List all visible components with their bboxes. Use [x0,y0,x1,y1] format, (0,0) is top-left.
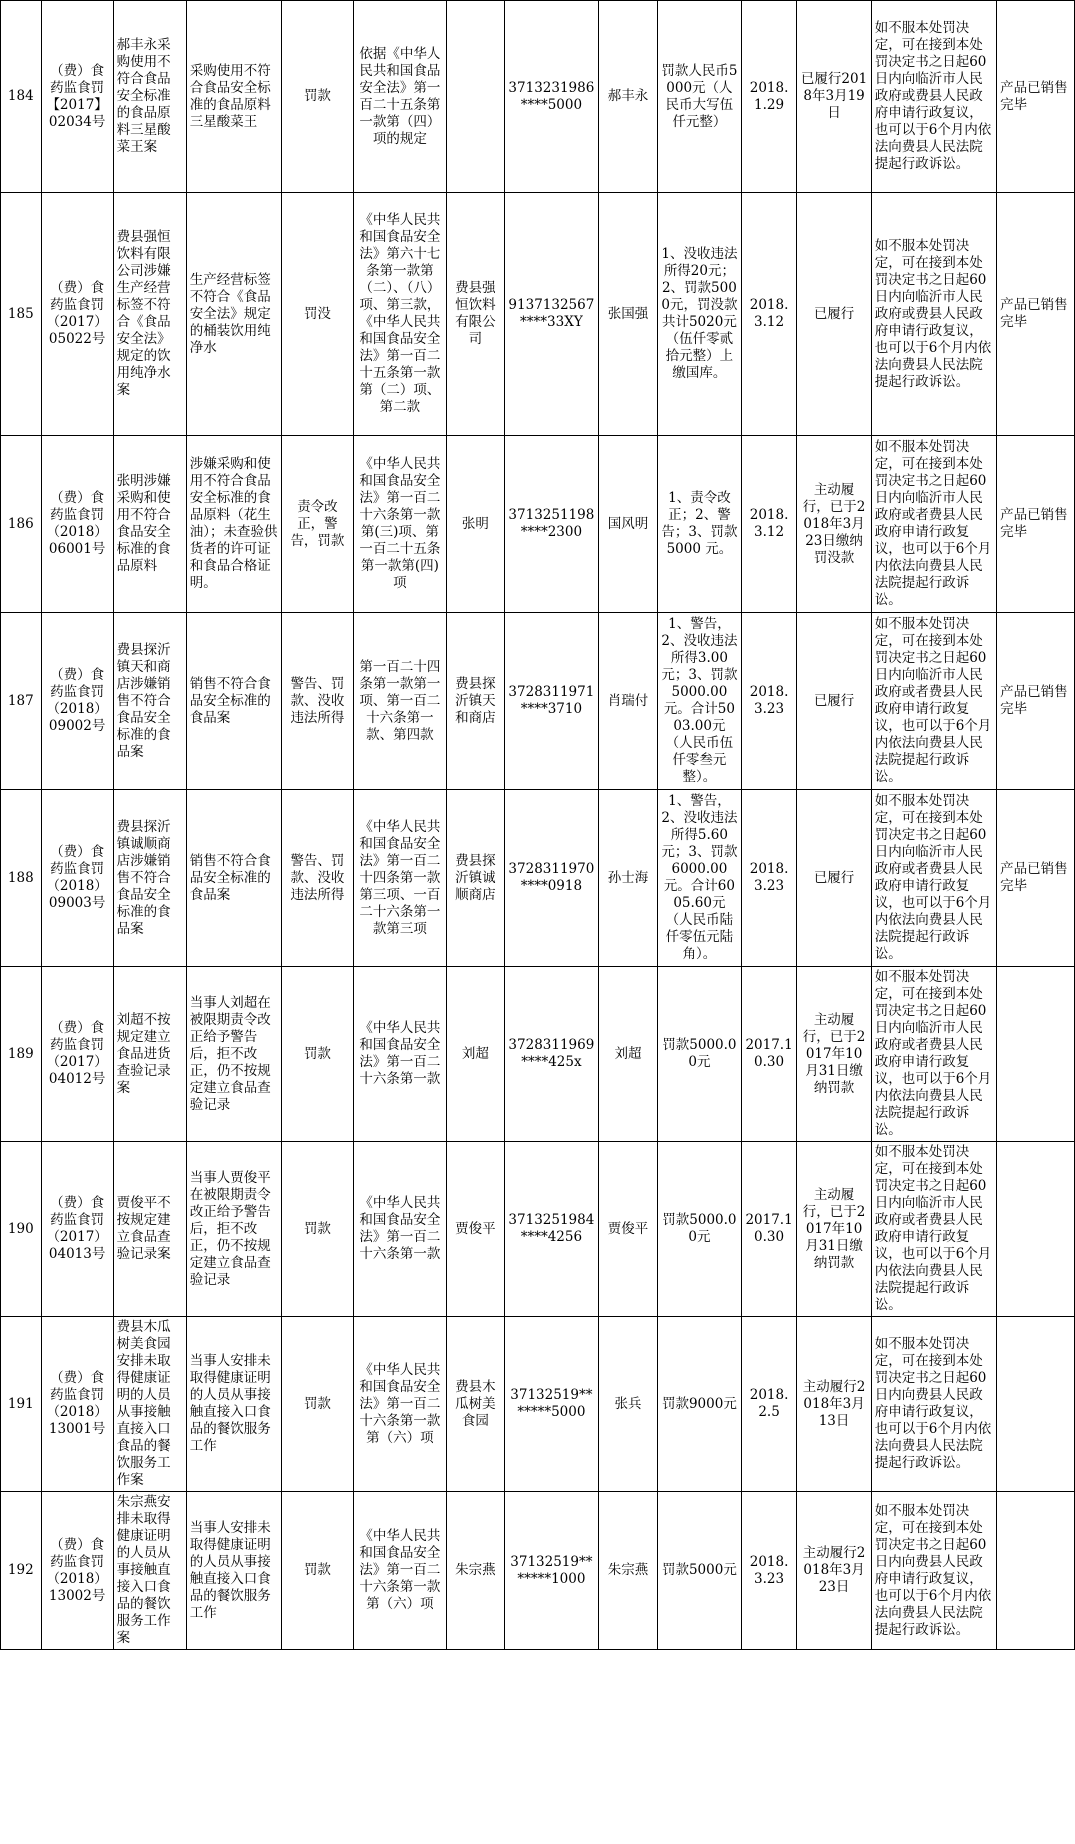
remedy-notice: 如不服本处罚决定，可在接到本处罚决定书之日起60日内向临沂市人民政府或费县人民政府申请行政复议，也可以于6个月内依法向费县人民法院提起行政诉讼。 [871,193,996,436]
legal-basis: 《中华人民共和国食品安全法》第一百二十六条第一款第(三)项、第一百二十五条第一款第(四)项 [353,436,446,613]
legal-basis: 《中华人民共和国食品安全法》第一百二十四条第一款第三项、一百二十六条第一款第三项 [353,790,446,967]
penalty-type: 罚款 [281,1317,353,1492]
decision-date: 2018.3.12 [741,436,797,613]
id-code: 3713251984****4256 [504,1142,598,1317]
penalty-result: 1、警告，2、没收违法所得3.00元；3、罚款5000.00元。合计5003.00元（人民币伍仟零叁元整）。 [658,613,742,790]
document-number: （费）食药监食罚（2017）04013号 [41,1142,113,1317]
id-code: 37132519*******5000 [504,1317,598,1492]
document-number: （费）食药监食罚【2017】02034号 [41,1,113,193]
table-row [1,1,1075,193]
table-body [1,1,1075,1650]
penalty-type: 罚款 [281,967,353,1142]
party-name: 张明 [446,436,504,613]
case-name: 刘超不按规定建立食品进货查验记录案 [113,967,186,1142]
remedy-notice: 如不服本处罚决定，可在接到本处罚决定书之日起60日内向临沂市人民政府或者费县人民政府申请行政复议，也可以于6个月内依法向费县人民法院提起行政诉讼。 [871,967,996,1142]
penalty-result: 罚款5000元 [658,1492,742,1650]
remedy-notice: 如不服本处罚决定，可在接到本处罚决定书之日起60日内向临沂市人民政府或者费县人民政府申请行政复议，也可以于6个月内依法向费县人民法院提起行政诉讼。 [871,613,996,790]
decision-date: 2018.1.29 [741,1,797,193]
violation-facts: 当事人贾俊平在被限期责令改正给予警告后，拒不改正，仍不按规定建立食品查验记录 [186,1142,281,1317]
legal-basis: 《中华人民共和国食品安全法》第一百二十六条第一款第（六）项 [353,1317,446,1492]
table-row [1,1317,1075,1492]
case-name: 费县强恒饮料有限公司涉嫌生产经营标签不符合《食品安全法》规定的饮用纯净水案 [113,193,186,436]
penalty-type: 罚没 [281,193,353,436]
table-row [1,967,1075,1142]
row-number: 185 [1,193,42,436]
legal-representative: 郝丰永 [598,1,657,193]
document-number: （费）食药监食罚（2018）13001号 [41,1317,113,1492]
decision-date: 2018.3.23 [741,1492,797,1650]
execution-status: 主动履行2018年3月23日 [797,1492,871,1650]
table-row [1,436,1075,613]
legal-basis: 依据《中华人民共和国食品安全法》第一百二十五条第一款第（四）项的规定 [353,1,446,193]
penalty-result: 罚款5000.00元 [658,967,742,1142]
table-row [1,193,1075,436]
row-number: 186 [1,436,42,613]
id-code: 3728311970****0918 [504,790,598,967]
remark: 产品已销售完毕 [997,613,1075,790]
execution-status: 主动履行，已于2017年10月31日缴纳罚款 [797,1142,871,1317]
id-code: 3728311971****3710 [504,613,598,790]
remedy-notice: 如不服本处罚决定，可在接到本处罚决定书之日起60日内向费县人民政府申请行政复议，也可以于6个月内依法向费县人民法院提起行政诉讼。 [871,1492,996,1650]
violation-facts: 生产经营标签不符合《食品安全法》规定的桶装饮用纯净水 [186,193,281,436]
case-name: 郝丰永采购使用不符合食品安全标准的食品原料三星酸菜王案 [113,1,186,193]
remedy-notice: 如不服本处罚决定，可在接到本处罚决定书之日起60日内向临沂市人民政府或者费县人民政府申请行政复议，也可以于6个月内依法向费县人民法院提起行政诉讼。 [871,1142,996,1317]
remark [997,1492,1075,1650]
penalty-result: 罚款人民币5000元（人民币大写伍仟元整） [658,1,742,193]
row-number: 187 [1,613,42,790]
remark: 产品已销售完毕 [997,1,1075,193]
legal-basis: 《中华人民共和国食品安全法》第一百二十六条第一款第（六）项 [353,1492,446,1650]
party-name: 刘超 [446,967,504,1142]
execution-status: 已履行2018年3月19日 [797,1,871,193]
violation-facts: 当事人安排未取得健康证明的人员从事接触直接入口食品的餐饮服务工作 [186,1492,281,1650]
execution-status: 已履行 [797,193,871,436]
penalty-type: 罚款 [281,1,353,193]
decision-date: 2017.10.30 [741,967,797,1142]
execution-status: 已履行 [797,613,871,790]
decision-date: 2018.2.5 [741,1317,797,1492]
penalty-result: 罚款5000.00元 [658,1142,742,1317]
legal-representative: 孙士海 [598,790,657,967]
legal-basis: 《中华人民共和国食品安全法》第六十七条第一款第（二）、（八）项、第三款，《中华人民共和国食品安全法》第一百二十五条第一款第（二）项、第二款 [353,193,446,436]
case-name: 贾俊平不按规定建立食品查验记录案 [113,1142,186,1317]
penalty-type: 警告、罚款、没收违法所得 [281,790,353,967]
party-name: 费县木瓜树美食园 [446,1317,504,1492]
violation-facts: 销售不符合食品安全标准的食品案 [186,613,281,790]
party-name: 费县探沂镇天和商店 [446,613,504,790]
penalty-type: 警告、罚款、没收违法所得 [281,613,353,790]
case-name: 费县探沂镇诚顺商店涉嫌销售不符合食品安全标准的食品案 [113,790,186,967]
remark [997,1317,1075,1492]
violation-facts: 采购使用不符合食品安全标准的食品原料三星酸菜王 [186,1,281,193]
legal-representative: 贾俊平 [598,1142,657,1317]
document-number: （费）食药监食罚（2017）05022号 [41,193,113,436]
penalty-result: 1、警告，2、没收违法所得5.60元；3、罚款6000.00元。合计6005.60元（人民币陆仟零伍元陆角）。 [658,790,742,967]
id-code: 3713231986****5000 [504,1,598,193]
remark: 产品已销售完毕 [997,193,1075,436]
document-number: （费）食药监食罚（2018）06001号 [41,436,113,613]
table-row [1,790,1075,967]
row-number: 191 [1,1317,42,1492]
row-number: 192 [1,1492,42,1650]
legal-representative: 张兵 [598,1317,657,1492]
party-name: 贾俊平 [446,1142,504,1317]
legal-basis: 《中华人民共和国食品安全法》第一百二十六条第一款 [353,967,446,1142]
violation-facts: 涉嫌采购和使用不符合食品安全标准的食品原料（花生油）；未查验供货者的许可证和食品合格证明。 [186,436,281,613]
decision-date: 2017.10.30 [741,1142,797,1317]
remark [997,967,1075,1142]
case-name: 张明涉嫌采购和使用不符合食品安全标准的食品原料 [113,436,186,613]
remedy-notice: 如不服本处罚决定，可在接到本处罚决定书之日起60日内向费县人民政府申请行政复议，也可以于6个月内依法向费县人民法院提起行政诉讼。 [871,1317,996,1492]
legal-representative: 张国强 [598,193,657,436]
violation-facts: 当事人安排未取得健康证明的人员从事接触直接入口食品的餐饮服务工作 [186,1317,281,1492]
remark: 产品已销售完毕 [997,436,1075,613]
document-number: （费）食药监食罚（2018）13002号 [41,1492,113,1650]
id-code: 9137132567****33XY [504,193,598,436]
penalty-type: 罚款 [281,1492,353,1650]
violation-facts: 当事人刘超在被限期责令改正给予警告后，拒不改正，仍不按规定建立食品查验记录 [186,967,281,1142]
legal-representative: 国风明 [598,436,657,613]
legal-basis: 第一百二十四条第一款第一项、第一百二十六条第一款、第四款 [353,613,446,790]
case-name: 朱宗燕安排未取得健康证明的人员从事接触直接入口食品的餐饮服务工作案 [113,1492,186,1650]
remedy-notice: 如不服本处罚决定，可在接到本处罚决定书之日起60日内向临沂市人民政府或费县人民政府申请行政复议，也可以于6个月内依法向费县人民法院提起行政诉讼。 [871,1,996,193]
legal-representative: 刘超 [598,967,657,1142]
execution-status: 主动履行，已于2018年3月23日缴纳罚没款 [797,436,871,613]
row-number: 190 [1,1142,42,1317]
party-name: 朱宗燕 [446,1492,504,1650]
document-number: （费）食药监食罚（2018）09002号 [41,613,113,790]
document-number: （费）食药监食罚（2018）09003号 [41,790,113,967]
violation-facts: 销售不符合食品安全标准的食品案 [186,790,281,967]
row-number: 188 [1,790,42,967]
legal-representative: 朱宗燕 [598,1492,657,1650]
row-number: 189 [1,967,42,1142]
id-code: 37132519*******1000 [504,1492,598,1650]
table-row [1,1142,1075,1317]
case-name: 费县木瓜树美食园安排未取得健康证明的人员从事接触直接入口食品的餐饮服务工作案 [113,1317,186,1492]
table-row [1,1492,1075,1650]
penalty-type: 罚款 [281,1142,353,1317]
case-name: 费县探沂镇天和商店涉嫌销售不符合食品安全标准的食品案 [113,613,186,790]
remark [997,1142,1075,1317]
penalty-result: 罚款9000元 [658,1317,742,1492]
id-code: 3713251198****2300 [504,436,598,613]
decision-date: 2018.3.23 [741,790,797,967]
document-number: （费）食药监食罚（2017）04012号 [41,967,113,1142]
execution-status: 已履行 [797,790,871,967]
penalty-type: 责令改正，警告，罚款 [281,436,353,613]
party-name: 费县探沂镇诚顺商店 [446,790,504,967]
id-code: 3728311969****425x [504,967,598,1142]
remedy-notice: 如不服本处罚决定，可在接到本处罚决定书之日起60日内向临沂市人民政府或者费县人民政府申请行政复议，也可以于6个月内依法向费县人民法院提起行政诉讼。 [871,436,996,613]
remedy-notice: 如不服本处罚决定，可在接到本处罚决定书之日起60日内向临沂市人民政府或者费县人民政府申请行政复议，也可以于6个月内依法向费县人民法院提起行政诉讼。 [871,790,996,967]
row-number: 184 [1,1,42,193]
remark: 产品已销售完毕 [997,790,1075,967]
table-row [1,613,1075,790]
party-name [446,1,504,193]
execution-status: 主动履行2018年3月13日 [797,1317,871,1492]
decision-date: 2018.3.12 [741,193,797,436]
legal-basis: 《中华人民共和国食品安全法》第一百二十六条第一款 [353,1142,446,1317]
penalty-result: 1、责令改正；2、警告；3、罚款 5000 元。 [658,436,742,613]
decision-date: 2018.3.23 [741,613,797,790]
party-name: 费县强恒饮料有限公司 [446,193,504,436]
penalty-result: 1、没收违法所得20元；2、罚款5000元，罚没款共计5020元（伍仟零贰拾元整）上缴国库。 [658,193,742,436]
legal-representative: 肖瑞付 [598,613,657,790]
execution-status: 主动履行，已于2017年10月31日缴纳罚款 [797,967,871,1142]
